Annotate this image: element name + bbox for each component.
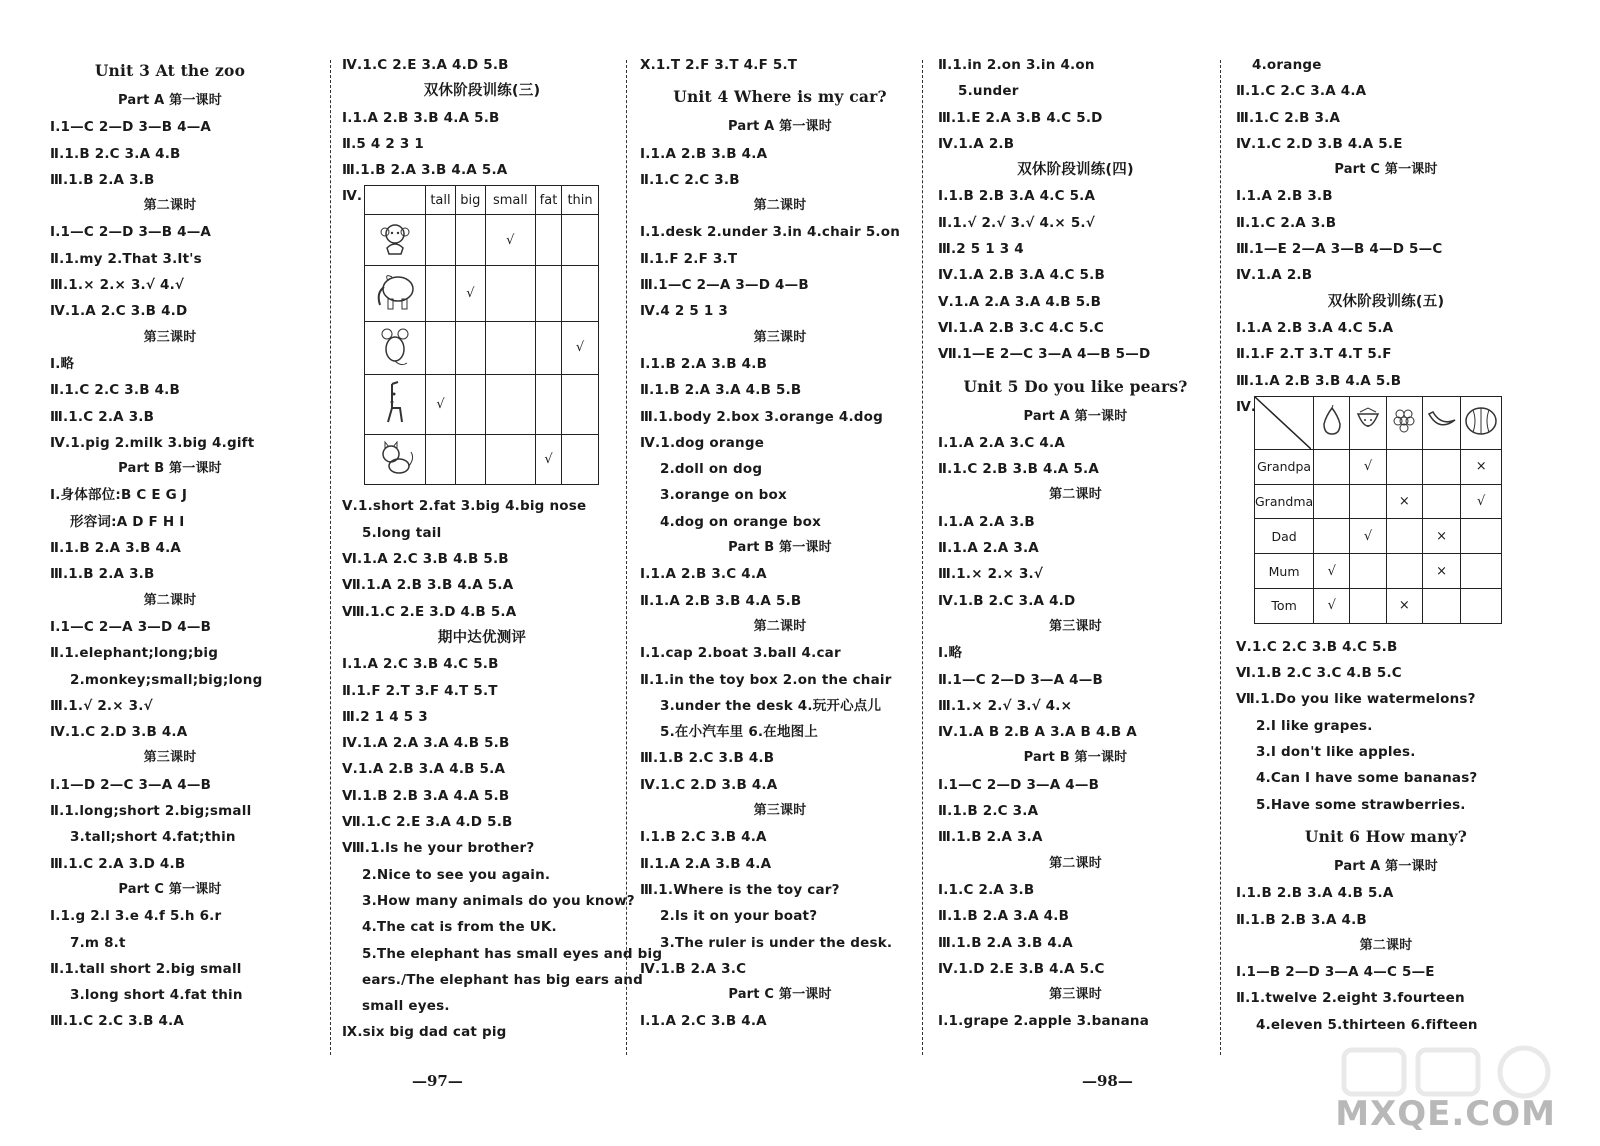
answer-line: Ⅱ.1.my 2.That 3.It's (50, 250, 202, 267)
row-name: Mum (1255, 554, 1314, 589)
answer-line: small eyes. (362, 998, 450, 1015)
answer-line: Ⅰ.1.A 2.C 3.B 4.C 5.B (342, 656, 499, 673)
answer-line: Ⅳ.1.A B 2.B A 3.A B 4.B A (938, 724, 1137, 741)
answer-line: 4.Can I have some bananas? (1256, 770, 1478, 787)
answer-line: Ⅱ.1.B 2.B 3.A 4.B (1236, 911, 1367, 928)
answer-line: 3.tall;short 4.fat;thin (70, 829, 236, 846)
column-header: tall (426, 186, 456, 215)
answer-line: Ⅱ.1.C 2.C 3.B 4.B (50, 382, 181, 399)
answer-line: Ⅲ.1.B 2.C 3.B 4.B (640, 750, 775, 767)
answer-line: Ⅵ.1.A 2.B 3.C 4.C 5.C (938, 319, 1105, 336)
answer-line: Ⅳ.1.A 2.C 3.B 4.D (50, 303, 188, 320)
answer-line: Ⅰ.1—C 2—D 3—A 4—B (938, 776, 1100, 793)
section-heading: Part B 第一课时 (1023, 750, 1128, 766)
answer-line: Ⅰ.1.grape 2.apple 3.banana (938, 1013, 1150, 1030)
answer-line: Ⅰ.1.cap 2.boat 3.ball 4.car (640, 645, 841, 662)
answer-line: Ⅲ.1.C 2.A 3.B (50, 408, 155, 425)
section-heading: 第二课时 (143, 592, 197, 608)
answer-line: Ⅷ.1.Is he your brother? (342, 840, 535, 857)
column-divider (626, 60, 627, 1055)
section-heading: Part A 第一课时 (1334, 858, 1438, 874)
table-row (1255, 589, 1502, 624)
fruit-table (1254, 396, 1502, 624)
answer-line: 5.Have some strawberries. (1256, 796, 1466, 813)
answer-line: Ⅲ.2 1 4 5 3 (342, 708, 428, 725)
mark-cell (485, 374, 535, 434)
mark-cell (1461, 519, 1502, 554)
mark-cell: √ (562, 321, 599, 374)
answer-line: Ⅰ.1.A 2.B 3.A 4.C 5.A (1236, 319, 1394, 336)
section-heading: 第三课时 (753, 329, 807, 345)
table-label: Ⅳ. (342, 188, 362, 205)
mark-cell (426, 434, 456, 485)
answer-line: 2.doll on dog (660, 461, 763, 478)
section-heading: 双休阶段训练(五) (1327, 293, 1445, 310)
mark-cell: × (1386, 589, 1422, 624)
answer-line: 5.在小汽车里 6.在地图上 (660, 724, 819, 741)
answer-line: Ⅱ.1.in the toy box 2.on the chair (640, 671, 892, 688)
answer-line: Ⅳ.1.D 2.E 3.B 4.A 5.C (938, 960, 1105, 977)
mark-cell (455, 434, 485, 485)
answer-line: Ⅲ.1.B 2.A 3.B 4.A 5.A (342, 162, 508, 179)
answer-line: Ⅰ.1.A 2.A 3.B (938, 513, 1035, 530)
answer-line: Ⅰ.1—C 2—D 3—B 4—A (50, 119, 212, 136)
answer-line: Ⅱ.1.F 2.T 3.T 4.T 5.F (1236, 346, 1392, 363)
mark-cell (562, 266, 599, 321)
mark-cell (1350, 484, 1386, 519)
answer-line: 4.dog on orange box (660, 513, 822, 530)
table-header-row (1255, 396, 1502, 449)
answer-column-2 (342, 52, 663, 1046)
table-row (1255, 484, 1502, 519)
section-heading: Part B 第一课时 (728, 540, 832, 556)
mark-cell: × (1422, 519, 1460, 554)
answer-line: Ⅱ.1.B 2.C 3.A (938, 803, 1039, 820)
mark-cell: × (1422, 554, 1460, 589)
answer-line: Ⅱ.1.C 2.C 3.B (640, 171, 740, 188)
table-row (365, 215, 599, 266)
answer-line: 7.m 8.t (70, 934, 126, 951)
answer-line: Ⅲ.1.B 2.A 3.A (938, 829, 1043, 846)
answer-line: Ⅲ.2 5 1 3 4 (938, 241, 1024, 258)
page-number-left: —97— (412, 1072, 463, 1090)
section-heading: Part C 第一课时 (1334, 162, 1438, 178)
mouse-icon (365, 321, 426, 374)
mark-cell (1386, 519, 1422, 554)
table-row (365, 374, 599, 434)
row-name: Grandma (1255, 484, 1314, 519)
mark-cell (1461, 589, 1502, 624)
answer-line: Ⅰ.1—C 2—A 3—D 4—B (50, 618, 212, 635)
mark-cell (1422, 449, 1460, 484)
column-divider (330, 60, 331, 1055)
answer-line: Ⅰ.1.A 2.A 3.C 4.A (938, 434, 1065, 451)
mark-cell: × (1386, 484, 1422, 519)
answer-line: Ⅰ.1—C 2—D 3—B 4—A (50, 224, 212, 241)
mark-cell (455, 215, 485, 266)
answer-line: Ⅸ.six big dad cat pig (342, 1024, 507, 1041)
elephant-icon (365, 266, 426, 321)
section-heading: 第三课时 (143, 750, 197, 766)
answer-line: 5.The elephant has small eyes and big (362, 945, 663, 962)
answer-line: Ⅳ.1.C 2.D 3.B 4.A 5.E (1236, 135, 1403, 152)
answer-line: Ⅲ.1.C 2.C 3.B 4.A (50, 1013, 185, 1030)
table-row (1255, 554, 1502, 589)
answer-line: Ⅱ.1.in 2.on 3.in 4.on (938, 57, 1095, 73)
answer-line: 2.Nice to see you again. (362, 866, 551, 883)
column-header: thin (562, 186, 599, 215)
column-header: big (455, 186, 485, 215)
table-label: Ⅳ. (1236, 398, 1256, 415)
answer-line: Ⅶ.1.C 2.E 3.A 4.D 5.B (342, 814, 513, 831)
answer-line: Ⅱ.5 4 2 3 1 (342, 135, 424, 152)
row-name: Grandpa (1255, 449, 1314, 484)
watermelon-icon (1461, 396, 1502, 449)
mark-cell (485, 321, 535, 374)
section-heading: 双休阶段训练(三) (423, 83, 541, 100)
answer-line: Ⅰ.略 (50, 355, 75, 372)
section-heading: 第二课时 (143, 198, 197, 214)
mark-cell (1461, 554, 1502, 589)
answer-line: Ⅲ.1—E 2—A 3—B 4—D 5—C (1236, 241, 1443, 258)
answer-line: Ⅲ.1.× 2.√ 3.√ 4.× (938, 697, 1073, 714)
answer-line: Ⅰ.1.g 2.l 3.e 4.f 5.h 6.r (50, 908, 222, 925)
answer-line: Ⅰ.1.A 2.B 3.B 4.A (640, 145, 768, 162)
mark-cell: √ (1350, 519, 1386, 554)
mark-cell: √ (1314, 589, 1350, 624)
animal-table (364, 185, 599, 485)
answer-line: Ⅲ.1.A 2.B 3.B 4.A 5.B (1236, 372, 1402, 389)
answer-line: Ⅵ.1.A 2.C 3.B 4.B 5.B (342, 551, 509, 568)
section-heading: 第二课时 (1359, 937, 1413, 953)
mark-cell (535, 321, 561, 374)
mark-cell (426, 215, 456, 266)
answer-line: 3.How many animals do you know? (362, 892, 635, 909)
answer-line: Ⅳ.1.B 2.C 3.A 4.D (938, 592, 1076, 609)
answer-line: Ⅲ.1.C 2.B 3.A (1236, 109, 1341, 126)
answer-line: Ⅱ.1.long;short 2.big;small (50, 803, 252, 820)
answer-line: Ⅰ.1—D 2—C 3—A 4—B (50, 776, 212, 793)
banana-icon (1422, 396, 1460, 449)
mark-cell: √ (455, 266, 485, 321)
unit-title: Unit 5 Do you like pears? (963, 376, 1188, 396)
section-heading: 第二课时 (753, 618, 807, 634)
answer-line: Ⅱ.1.elephant;long;big (50, 645, 219, 662)
answer-line: 2.I like grapes. (1256, 717, 1373, 734)
answer-column-4 (938, 52, 1213, 1035)
mark-cell (455, 374, 485, 434)
answer-line: Ⅶ.1—E 2—C 3—A 4—B 5—D (938, 346, 1151, 363)
section-heading: 第三课时 (143, 329, 197, 345)
answer-line: 2.Is it on your boat? (660, 908, 818, 925)
answer-line: Ⅱ.1.F 2.T 3.F 4.T 5.T (342, 682, 498, 699)
answer-line: 形容词:A D F H I (70, 513, 185, 530)
answer-line: 3.under the desk 4.玩开心点儿 (660, 697, 882, 714)
answer-line: Ⅲ.1.B 2.A 3.B (50, 171, 155, 188)
unit-title: Unit 4 Where is my car? (673, 87, 887, 107)
mark-cell (1386, 554, 1422, 589)
answer-line: Ⅴ.1.C 2.C 3.B 4.C 5.B (1236, 638, 1398, 655)
answer-line: Ⅰ.身体部位:B C E G J (50, 487, 188, 504)
answer-line: Ⅰ.略 (938, 645, 963, 662)
answer-line: Ⅱ.1.twelve 2.eight 3.fourteen (1236, 990, 1465, 1007)
mark-cell: √ (485, 215, 535, 266)
answer-line: 3.The ruler is under the desk. (660, 934, 893, 951)
section-heading: 第三课时 (753, 803, 807, 819)
answer-line: Ⅲ.1—C 2—A 3—D 4—B (640, 277, 809, 294)
mark-cell: √ (1314, 554, 1350, 589)
answer-line: Ⅰ.1.B 2.A 3.B 4.B (640, 355, 768, 372)
table-row (1255, 449, 1502, 484)
answer-line: Ⅰ.1—B 2—D 3—A 4—C 5—E (1236, 964, 1435, 981)
mark-cell (485, 434, 535, 485)
mark-cell (1314, 484, 1350, 519)
mark-cell (535, 374, 561, 434)
answer-line: Ⅰ.1.A 2.B 3.B 4.A 5.B (342, 109, 500, 126)
answer-line: Ⅳ.1.C 2.E 3.A 4.D 5.B (342, 57, 509, 73)
answer-line: Ⅳ.4 2 5 1 3 (640, 303, 728, 320)
answer-line: Ⅱ.1.B 2.A 3.A 4.B (938, 908, 1070, 925)
cat-icon (365, 434, 426, 485)
answer-line: 2.monkey;small;big;long (70, 671, 263, 688)
answer-line: Ⅲ.1.C 2.A 3.D 4.B (50, 855, 186, 872)
answer-column-1 (50, 52, 290, 1035)
answer-line: Ⅰ.1.A 2.B 3.C 4.A (640, 566, 767, 583)
answer-line: 3.long short 4.fat thin (70, 987, 243, 1004)
answer-line: Ⅳ.1.A 2.B (1236, 267, 1313, 284)
table-header-row (365, 186, 599, 215)
mark-cell (1422, 484, 1460, 519)
answer-line: ears./The elephant has big ears and (362, 971, 643, 988)
answer-line: Ⅲ.1.√ 2.× 3.√ (50, 697, 153, 714)
answer-line: 4.orange (1252, 57, 1322, 73)
section-heading: 第二课时 (1049, 487, 1102, 503)
answer-line: Ⅱ.1.A 2.A 3.B 4.A (640, 855, 772, 872)
strawberry-icon (1350, 396, 1386, 449)
answer-line: Ⅲ.1.B 2.A 3.B (50, 566, 155, 583)
answer-line: Ⅱ.1—C 2—D 3—A 4—B (938, 671, 1103, 688)
section-heading: 第二课时 (753, 198, 807, 214)
pear-icon (1314, 396, 1350, 449)
table-row (365, 434, 599, 485)
section-heading: Part C 第一课时 (728, 987, 832, 1003)
answer-line: Ⅳ.1.A 2.B (938, 135, 1015, 152)
mark-cell (535, 215, 561, 266)
section-heading: Part B 第一课时 (118, 461, 222, 477)
answer-line: Ⅱ.1.B 2.A 3.B 4.A (50, 540, 182, 557)
answer-line: Ⅰ.1.A 2.B 3.B (1236, 188, 1333, 205)
answer-line: Ⅱ.1.tall short 2.big small (50, 960, 242, 977)
answer-line: 3.orange on box (660, 487, 787, 504)
mark-cell: √ (535, 434, 561, 485)
answer-line: 3.I don't like apples. (1256, 744, 1416, 761)
mark-cell (485, 266, 535, 321)
answer-line: Ⅲ.1.E 2.A 3.B 4.C 5.D (938, 109, 1103, 126)
answer-line: Ⅰ.1.B 2.C 3.B 4.A (640, 829, 767, 846)
answer-line: Ⅲ.1.body 2.box 3.orange 4.dog (640, 408, 883, 425)
mark-cell (426, 266, 456, 321)
section-heading: Part A 第一课时 (118, 93, 222, 108)
answer-line: 5.under (958, 83, 1019, 100)
answer-line: Ⅱ.1.F 2.F 3.T (640, 250, 738, 267)
answer-line: Ⅳ.1.pig 2.milk 3.big 4.gift (50, 434, 255, 451)
table-row (365, 266, 599, 321)
page-number-right: —98— (1082, 1072, 1133, 1090)
answer-line: Ⅱ.1.C 2.B 3.B 4.A 5.A (938, 461, 1100, 478)
unit-title: Unit 6 How many? (1304, 826, 1468, 846)
answer-line: Ⅰ.1.B 2.B 3.A 4.C 5.A (938, 188, 1096, 205)
answer-line: Ⅵ.1.B 2.B 3.A 4.A 5.B (342, 787, 510, 804)
mark-cell (535, 266, 561, 321)
answer-line: Ⅰ.1.desk 2.under 3.in 4.chair 5.on (640, 224, 901, 241)
fruit-preference-table (1236, 394, 1536, 634)
section-heading: 第三课时 (1049, 618, 1102, 634)
monkey-icon (365, 215, 426, 266)
mark-cell: √ (1461, 484, 1502, 519)
column-header: fat (535, 186, 561, 215)
answer-line: Ⅱ.1.C 2.C 3.A 4.A (1236, 83, 1367, 100)
answer-line: Ⅰ.1.C 2.A 3.B (938, 881, 1035, 898)
section-heading: Part A 第一课时 (1023, 408, 1128, 424)
answer-column-5 (1236, 52, 1536, 1038)
answer-line: Ⅱ.1.A 2.B 3.B 4.A 5.B (640, 592, 802, 609)
animal-size-table (342, 183, 622, 493)
answer-line: Ⅳ.1.B 2.A 3.C (640, 960, 747, 977)
table-row (1255, 519, 1502, 554)
mark-cell (562, 215, 599, 266)
mark-cell: √ (426, 374, 456, 434)
table-row (365, 321, 599, 374)
answer-line: 4.eleven 5.thirteen 6.fifteen (1256, 1016, 1478, 1033)
mark-cell: √ (1350, 449, 1386, 484)
answer-line: 5.long tail (362, 524, 442, 541)
answer-line: Ⅱ.1.A 2.A 3.A (938, 540, 1039, 557)
answer-line: Ⅲ.1.× 2.× 3.√ 4.√ (50, 277, 185, 294)
answer-line: Ⅳ.1.A 2.B 3.A 4.C 5.B (938, 267, 1105, 284)
section-heading: Part A 第一课时 (728, 119, 832, 135)
answer-line: Ⅳ.1.C 2.D 3.B 4.A (50, 724, 188, 741)
row-name: Tom (1255, 589, 1314, 624)
answer-line: Ⅰ.1.B 2.B 3.A 4.B 5.A (1236, 885, 1394, 902)
answer-line: Ⅳ.1.C 2.D 3.B 4.A (640, 776, 778, 793)
mark-cell: × (1461, 449, 1502, 484)
section-heading: Part C 第一课时 (118, 881, 222, 897)
corner-cell (365, 186, 426, 215)
row-name: Dad (1255, 519, 1314, 554)
mark-cell (1386, 449, 1422, 484)
answer-line: Ⅶ.1.A 2.B 3.B 4.A 5.A (342, 577, 514, 594)
diagonal-corner-cell (1255, 396, 1314, 449)
answer-line: Ⅲ.1.Where is the toy car? (640, 881, 840, 898)
answer-line: Ⅱ.1.√ 2.√ 3.√ 4.× 5.√ (938, 214, 1095, 231)
answer-line: Ⅱ.1.B 2.A 3.A 4.B 5.B (640, 382, 802, 399)
column-header: small (485, 186, 535, 215)
answer-line: Ⅳ.1.A 2.A 3.A 4.B 5.B (342, 735, 510, 752)
answer-column-3 (640, 52, 920, 1035)
unit-title: Unit 3 At the zoo (94, 61, 246, 80)
answer-line: Ⅰ.1.A 2.C 3.B 4.A (640, 1013, 767, 1030)
answer-line: Ⅴ.1.A 2.B 3.A 4.B 5.A (342, 761, 506, 778)
answer-line: Ⅱ.1.C 2.A 3.B (1236, 214, 1337, 231)
section-heading: 双休阶段训练(四) (1017, 162, 1134, 179)
answer-line: Ⅵ.1.B 2.C 3.C 4.B 5.C (1236, 665, 1402, 682)
answer-line: Ⅴ.1.A 2.A 3.A 4.B 5.B (938, 293, 1102, 310)
answer-line: Ⅶ.1.Do you like watermelons? (1236, 691, 1476, 708)
column-divider (1220, 60, 1221, 1055)
section-heading: 第二课时 (1049, 855, 1102, 871)
section-heading: 期中达优测评 (437, 629, 527, 646)
answer-line: Ⅴ.1.short 2.fat 3.big 4.big nose (342, 498, 587, 515)
mark-cell (1422, 589, 1460, 624)
grape-icon (1386, 396, 1422, 449)
mark-cell (426, 321, 456, 374)
answer-line: Ⅱ.1.B 2.C 3.A 4.B (50, 145, 181, 162)
mark-cell (1314, 519, 1350, 554)
mark-cell (1350, 589, 1386, 624)
answer-line: Ⅲ.1.B 2.A 3.B 4.A (938, 934, 1073, 951)
answer-line: Ⅹ.1.T 2.F 3.T 4.F 5.T (640, 57, 798, 73)
answer-line: Ⅳ.1.dog orange (640, 434, 765, 451)
watermark-text: MXQE.COM (1335, 1094, 1556, 1134)
mark-cell (562, 434, 599, 485)
giraffe-icon (365, 374, 426, 434)
answer-line: Ⅲ.1.× 2.× 3.√ (938, 566, 1044, 583)
column-divider (922, 60, 923, 1055)
mark-cell (1314, 449, 1350, 484)
mark-cell (562, 374, 599, 434)
section-heading: 第三课时 (1049, 987, 1102, 1003)
answer-line: 4.The cat is from the UK. (362, 919, 557, 936)
answer-line: Ⅷ.1.C 2.E 3.D 4.B 5.A (342, 603, 517, 620)
mark-cell (455, 321, 485, 374)
mark-cell (1350, 554, 1386, 589)
